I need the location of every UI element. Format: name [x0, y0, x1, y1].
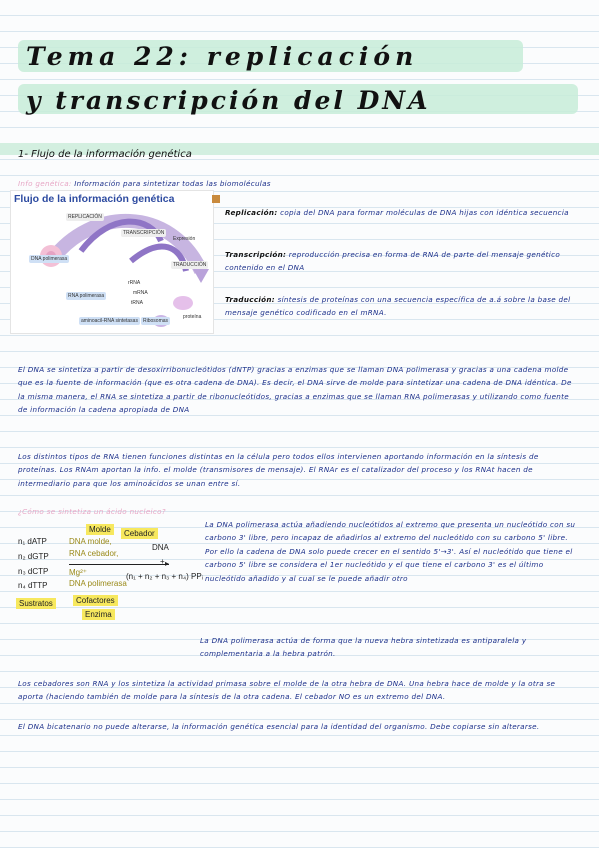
label-molde: Molde	[86, 524, 114, 535]
fig-label-dna-pol: DNA polimerasa	[31, 256, 68, 262]
figure-flujo	[10, 190, 214, 334]
eq-plus: +	[160, 557, 165, 566]
fig-label-rrna: rRNA	[128, 280, 141, 286]
reactant-dctp: n₃ dCTP	[18, 567, 49, 576]
fig-label-ribosomas: Ribosomas	[143, 318, 169, 324]
reactant-dttp: n₄ dTTP	[18, 581, 48, 590]
label-sustratos: Sustratos	[16, 598, 56, 609]
def-transcripcion-term: Transcripción:	[225, 250, 287, 259]
eq-dna-pol: DNA polimerasa	[69, 579, 127, 588]
paragraph-sintesis-dna: El DNA se sintetiza a partir de desoxirribonucleótidos (dNTP) gracias a enzimas que se llaman DNA polimerasa y gracias a una cadena molde que es la fuente de información (que es otra cadena de DNA). Es decir, el DNA sirve de molde para sintetizar una cadena de DNA idéntica. De la misma manera, el RNA se sintetiza a partir de ribonucleótidos, gracias a enzimas que se llaman RNA polimerasas y utilizando como fuente de información la cadena apropiada de DNA	[18, 365, 572, 415]
eq-ppi: (n₁ + n₂ + n₃ + n₄) PPᵢ	[126, 572, 203, 581]
figure-title: Flujo de la información genética	[14, 193, 175, 205]
def-replicacion-text: copia del DNA para formar moléculas de DNA hijas con idéntica secuencia	[280, 208, 569, 217]
page-title-line2: y transcripción del DNA	[26, 86, 431, 115]
question-heading: ¿Cómo se sintetiza un ácido nucleico?	[18, 507, 166, 516]
def-transcripcion	[225, 248, 573, 275]
fig-label-rna-pol: RNA polimerasa	[68, 293, 105, 299]
bookmark-icon	[212, 195, 220, 203]
fig-label-expresion: Expresión	[173, 236, 196, 242]
fig-label-proteina: proteína	[183, 314, 202, 320]
def-traduccion	[225, 293, 573, 320]
paragraph-polimerasa: La DNA polimerasa actúa añadiendo nucleótidos al extremo que presenta un nucleótido con su carbono 3' libre, pero incapaz de añadirlos al extremo del nucleótido con su carbono 5' libre. Por ello la cadena de DNA solo puede crecer en el sentido 5'→3'. Así el nucleótido que tiene el carbono 5' libre se considera el 1er nucleótido y el que tiene el carbono 3' es el último nucleótido añadido y al cual se le puede añadir otro	[205, 520, 576, 583]
eq-product-dna: DNA	[152, 543, 169, 552]
reaction-arrowhead: ▸	[165, 559, 170, 568]
paragraph-antiparalela: La DNA polimerasa actúa de forma que la nueva hebra sintetizada es antiparalela y complementaria a la hebra patrón.	[200, 636, 527, 659]
def-replicacion-term: Replicación:	[225, 208, 278, 217]
label-cofactores: Cofactores	[73, 595, 118, 606]
fig-label-replicacion: REPLICACIÓN	[68, 214, 102, 220]
eq-dna-molde: DNA molde,	[69, 537, 112, 546]
reactant-dgtp: n₂ dGTP	[18, 552, 49, 561]
reactant-datp: n₁ dATP	[18, 537, 47, 546]
section-heading: 1- Flujo de la información genética	[18, 149, 192, 160]
fig-label-aminoacil: aminoacil-RNA sintetasas	[81, 318, 138, 324]
eq-rna-cebador: RNA cebador,	[69, 549, 119, 558]
label-enzima: Enzima	[82, 609, 115, 620]
paragraph-cebadores: Los cebadores son RNA y los sintetiza la actividad primasa sobre el molde de la otra hebra de DNA. Una hebra hace de molde y la otra se aporta (haciendo también de molde para la síntesis de la otra cadena. El cebador NO es un extremo del DNA.	[18, 679, 556, 702]
info-text: Información para sintetizar todas las biomoléculas	[74, 179, 271, 188]
paragraph-tipos-rna: Los distintos tipos de RNA tienen funciones distintas en la célula pero todos ellos intervienen aportando información en la síntesis de proteínas. Los RNAm aportan la info. el molde (transmisores de mensaje). El RNAr es el catalizador del proceso y los RNAt hacen de intermediario para que los aminoácidos se unan entre sí.	[18, 452, 539, 488]
fig-label-mrna: mRNA	[133, 290, 148, 296]
def-replicacion	[225, 206, 573, 219]
label-cebador: Cebador	[121, 528, 158, 539]
page-title-line1: Tema 22: replicación	[26, 42, 419, 71]
fig-label-transcripcion: TRANSCRIPCIÓN	[123, 230, 165, 236]
fig-label-traduccion: TRADUCCIÓN	[173, 262, 207, 268]
eq-mg: Mg²⁺	[69, 568, 87, 577]
info-label: Info genética:	[18, 179, 72, 188]
reaction-arrow	[69, 564, 169, 565]
def-traduccion-term: Traducción:	[225, 295, 275, 304]
info-line	[18, 177, 271, 190]
def-traduccion-text: síntesis de proteínas con una secuencia específica de a.á sobre la base del mensaje genético codificado en el mRNA.	[225, 295, 571, 318]
paragraph-bicatenario: El DNA bicatenario no puede alterarse, la información genética esencial para la identidad del organismo. Debe copiarse sin alterarse.	[18, 722, 540, 731]
fig-label-trna: tRNA	[131, 300, 143, 306]
def-transcripcion-text: reproducción precisa en forma de RNA de parte del mensaje genético contenido en el DNA	[225, 250, 561, 273]
